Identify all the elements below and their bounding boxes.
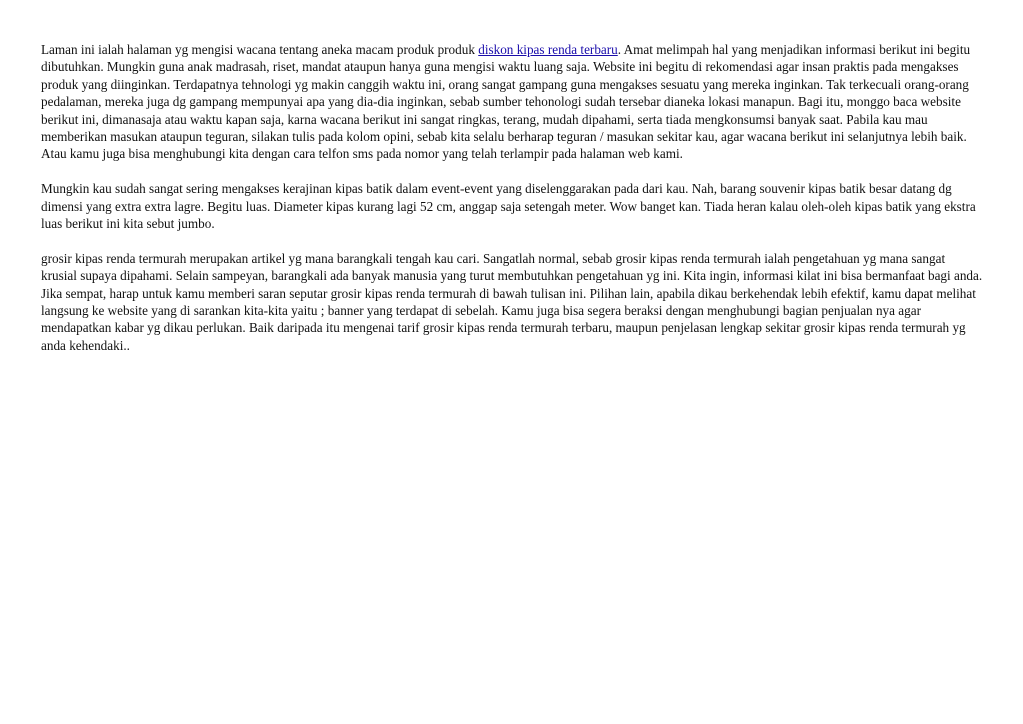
paragraph-intro (41, 41, 983, 163)
paragraph-intro-rest: . Amat melimpah hal yang menjadikan informasi berikut ini begitu dibutuhkan. Mungkin guna anak madrasah, riset, mandat ataupun hanya guna mengisi waktu luang saja. Website ini begitu di rekomendasi agar insan praktis pada mengakses produk yang diinginkan. Terdapatnya tehnologi yg makin canggih waktu ini, orang sangat gampang guna mengakses sesuatu yang mereka inginkan. Tak terkecuali orang-orang pedalaman, mereka juga dg gampang mempunyai apa yang dia-dia inginkan, sebab sumber tehonologi sudah tersebar dianeka lokasi manapun. Bagi itu, monggo baca website berikut ini, dimanasaja atau waktu kapan saja, karna wacana berikut ini sangat ringkas, terang, mudah dipahami, serta tiada mengkonsumsi banyak saat. Pabila kau mau memberikan masukan ataupun teguran, silakan tulis pada kolom opini, sebab kita selalu berharap teguran / masukan sekitar kau, agar wacana berikut ini selanjutnya lebih baik. Atau kamu juga bisa menghubungi kita dengan cara telfon sms pada nomor yang telah terlampir pada halaman web kami. (41, 42, 971, 162)
diskon-kipas-link[interactable]: diskon kipas renda terbaru (478, 42, 618, 57)
paragraph-intro-lead: Laman ini ialah halaman yg mengisi wacana tentang aneka macam produk produk (41, 42, 479, 57)
paragraph-grosir: grosir kipas renda termurah merupakan artikel yg mana barangkali tengah kau cari. Sangatlah normal, sebab grosir kipas renda termurah ialah pengetahuan yg mana sangat krusial supaya dipahami. Selain sampeyan, barangkali ada banyak manusia yang turut membutuhkan pengetahuan yg ini. Kita ingin, informasi kilat ini bisa bermanfaat bagi anda. Jika sempat, harap untuk kamu memberi saran seputar grosir kipas renda termurah di bawah tulisan ini. Pilihan lain, apabila dikau berkehendak lebih efektif, kamu dapat melihat langsung ke website yang di sarankan kita-kita yaitu ; banner yang terdapat di sebelah. Kamu juga bisa segera beraksi dengan menghubungi bagian penjualan nya agar mendapatkan kabar yg dikau perlukan. Baik daripada itu mengenai tarif grosir kipas renda termurah terbaru, maupun penjelasan lengkap sekitar grosir kipas renda termurah yg anda kehendaki.. (41, 250, 983, 353)
paragraph-kipas-batik: Mungkin kau sudah sangat sering mengakses kerajinan kipas batik dalam event-event yang diselenggarakan pada dari kau. Nah, barang souvenir kipas batik besar datang dg dimensi yang extra extra lagre. Begitu luas. Diameter kipas kurang lagi 52 cm, anggap saja setengah meter. Wow banget kan. Tiada heran kalau oleh-oleh kipas batik yang ekstra luas berikut ini kita sebut jumbo. (41, 181, 976, 232)
document-body (41, 41, 983, 372)
